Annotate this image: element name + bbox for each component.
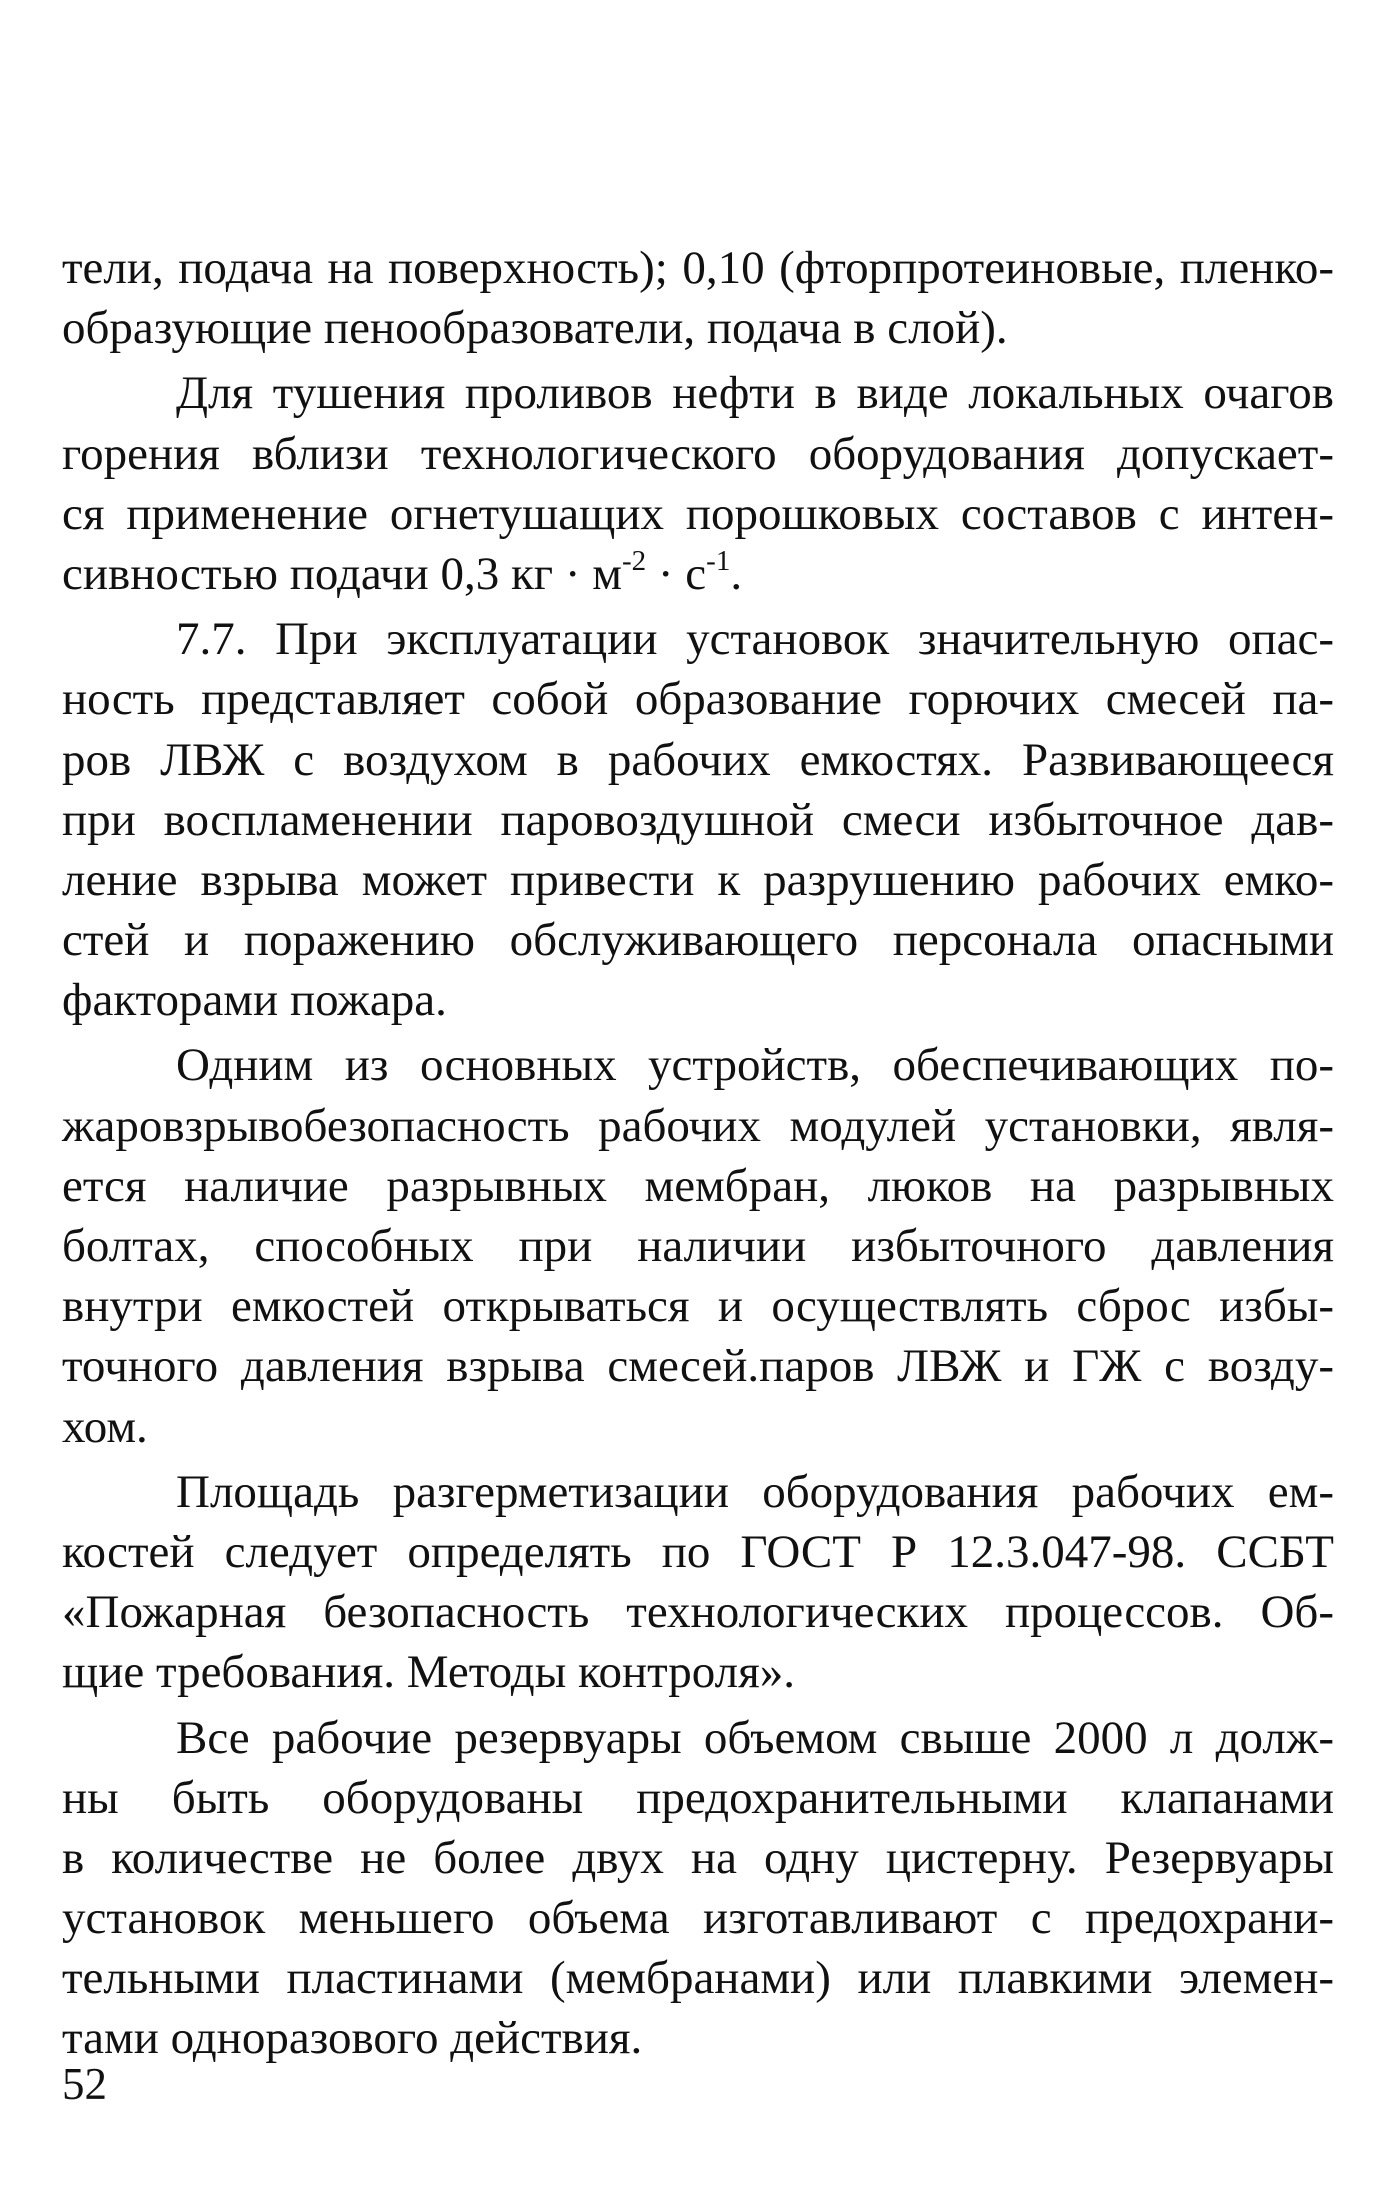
formula-text: сивностью подачи 0,3 кг · м (62, 547, 622, 600)
text-line: в количестве не более двух на одну цистерну. Резервуары (62, 1831, 1334, 1884)
formula-exponent-s: -1 (706, 544, 731, 577)
text-line: установок меньшего объема изготавливают с предохрани- (62, 1892, 1334, 1945)
formula-text-end: . (730, 547, 743, 600)
text-line: Площадь разгерметизации оборудования рабочих ем- (176, 1465, 1334, 1518)
formula-exponent-m: -2 (621, 544, 647, 577)
paragraph-continuation (62, 238, 1334, 358)
text-line: ны быть оборудованы предохранительными клапанами (62, 1771, 1334, 1824)
text-line: ется наличие разрывных мембран, люков на разрывных (62, 1159, 1334, 1212)
text-line: болтах, способных при наличии избыточного давления (62, 1220, 1334, 1272)
page-body (62, 238, 1334, 2074)
text-line: точного давления взрыва смесей.паров ЛВЖ и ГЖ с возду- (62, 1340, 1334, 1393)
text-line: жаровзрывобезопасность рабочих модулей установки, явля- (62, 1099, 1334, 1152)
paragraph-powder-extinguishing (62, 363, 1334, 604)
text-line: факторами пожара. (62, 974, 447, 1027)
text-line: костей следует определять по ГОСТ Р 12.3.047-98. ССБТ (62, 1525, 1334, 1578)
text-line: образующие пенообразователи, подача в слой). (62, 302, 1008, 355)
paragraph-7-7 (62, 609, 1334, 1030)
text-line: ров ЛВЖ с воздухом в рабочих емкостях. Развивающееся (62, 733, 1334, 786)
text-line: Одним из основных устройств, обеспечивающих по- (176, 1039, 1334, 1092)
text-line: «Пожарная безопасность технологических процессов. Об- (62, 1586, 1334, 1639)
text-line: ся применение огнетушащих порошковых составов с интен- (62, 487, 1334, 540)
text-line: Все рабочие резервуары объемом свыше 2000 л долж- (176, 1711, 1334, 1764)
text-line: щие требования. Методы контроля». (62, 1646, 795, 1699)
text-line: 7.7. При эксплуатации установок значительную опас- (176, 613, 1334, 666)
formula-text-mid: · с (646, 547, 707, 600)
text-line: при воспламенении паровоздушной смеси избыточное дав- (62, 793, 1334, 846)
paragraph-safety-valves (62, 1708, 1334, 2069)
text-line: Для тушения проливов нефти в виде локальных очагов (176, 367, 1334, 420)
text-line: внутри емкостей открываться и осуществлять сброс избы- (62, 1280, 1334, 1333)
text-line: хом. (62, 1400, 148, 1453)
text-line-formula (62, 544, 1334, 604)
paragraph-depressurization-area (62, 1462, 1334, 1703)
text-line: тами одноразового действия. (62, 2012, 643, 2065)
page-number: 52 (62, 2059, 107, 2109)
text-line: горения вблизи технологического оборудования допускает- (62, 427, 1334, 480)
paragraph-rupture-membranes (62, 1035, 1334, 1456)
text-line: ление взрыва может привести к разрушению рабочих емко- (62, 853, 1334, 906)
text-line: тели, подача на поверхность); 0,10 (фторпротеиновые, пленко- (62, 242, 1334, 294)
text-line: тельными пластинами (мембранами) или плавкими элемен- (62, 1952, 1334, 2005)
text-line: стей и поражению обслуживающего персонала опасными (62, 914, 1334, 967)
text-line: ность представляет собой образование горючих смесей па- (62, 673, 1334, 726)
